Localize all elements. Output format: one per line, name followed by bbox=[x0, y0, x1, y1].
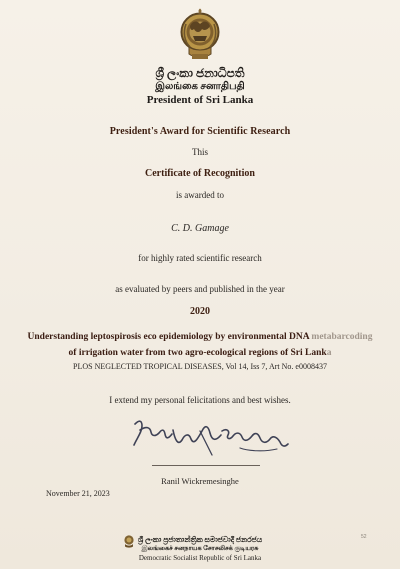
publication-title-line-1 bbox=[0, 332, 400, 342]
signature-line bbox=[152, 465, 260, 466]
publication-year: 2020 bbox=[190, 306, 210, 317]
footer-english-line: Democratic Socialist Republic of Sri Lanka bbox=[138, 554, 262, 562]
recipient-name: C. D. Gamage bbox=[171, 223, 229, 234]
evaluation-text: as evaluated by peers and published in the year bbox=[115, 284, 285, 294]
award-reason: for highly rated scientific research bbox=[138, 253, 262, 263]
signature-icon bbox=[128, 416, 293, 466]
publication-title-line-2-main: of irrigation water from two agro-ecological regions of Sri Lank bbox=[68, 348, 327, 358]
footer-tamil-line: இலங்கைச் சனநாயக சோசலிசக் குடியரசு bbox=[141, 545, 259, 552]
issue-date: November 21, 2023 bbox=[46, 489, 110, 498]
signatory-name: Ranil Wickremesinghe bbox=[161, 476, 239, 486]
publication-title-line-2 bbox=[0, 348, 400, 358]
certificate-title: Certificate of Recognition bbox=[145, 168, 255, 179]
header-tamil-title: இலங்கை சனாதிபதி bbox=[155, 81, 245, 92]
felicitations-text: I extend my personal felicitations and best wishes. bbox=[109, 395, 291, 405]
publication-title-line-1-faded: metabarcoding bbox=[311, 332, 373, 342]
reference-number: 52 bbox=[361, 534, 367, 540]
footer-sinhala-line: ශ්‍රී ලංකා ප්‍රජාතාන්ත්‍රික සමාජවාදී ජනරජය bbox=[137, 535, 263, 544]
publication-title-line-2-faded: a bbox=[326, 348, 332, 358]
header-english-title: President of Sri Lanka bbox=[146, 94, 254, 106]
header-sinhala-title: ශ්‍රී ලංකා ජනාධිපති bbox=[155, 66, 245, 80]
this-label: This bbox=[191, 147, 208, 157]
award-title: President's Award for Scientific Research bbox=[109, 126, 291, 137]
publication-title-line-1-main: Understanding leptospirosis eco epidemiology by environmental DNA bbox=[27, 332, 312, 342]
journal-citation: PLOS NEGLECTED TROPICAL DISEASES, Vol 14, Iss 7, Art No. e0008437 bbox=[73, 362, 327, 371]
awarded-to-label: is awarded to bbox=[176, 190, 224, 200]
sri-lanka-emblem-icon bbox=[176, 6, 224, 64]
